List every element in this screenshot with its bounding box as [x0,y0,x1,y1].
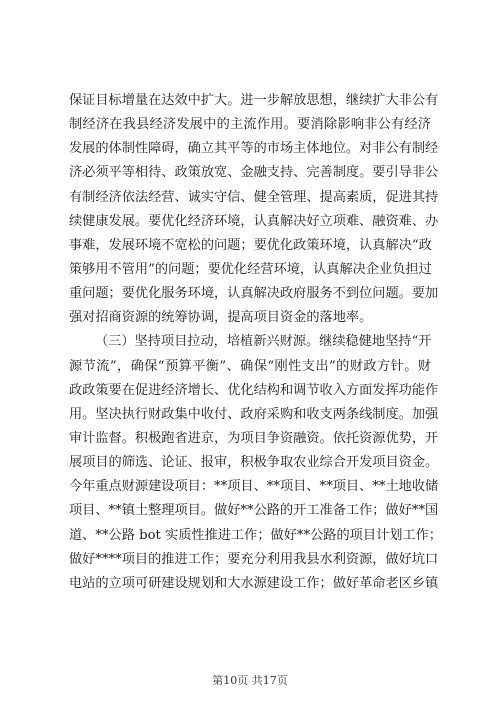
text-line: 源节流”，确保“预算平衡”、确保“刚性支出”的财政方针。财 [69,358,431,374]
text-line: 制经济在我县经济发展中的主流作用。要消除影响非公有经济 [69,117,431,133]
text-line: 济必须平等相待、政策放宽、金融支持、完善制度。要引导非公 [69,165,439,181]
text-line: 政政策要在促进经济增长、优化结构和调节收入方面发挥功能作 [69,382,439,398]
text-line: 事难，发展环境不宽松的问题；要优化政策环境，认真解决“政 [69,237,432,253]
document-body [69,89,442,596]
text-line: 重问题；要优化服务环境，认真解决政府服务不到位问题。要加 [69,286,439,302]
text-line: 有制经济依法经营、诚实守信、健全管理、提高素质，促进其持 [69,189,439,205]
text-line: 电站的立项可研建设规划和大水源建设工作；做好革命老区乡镇 [69,575,439,591]
paragraph-1 [69,89,439,330]
text-line: 今年重点财源建设项目：**项目、**项目、**项目、**土地收储 [69,479,439,495]
text-line: 保证目标增量在达效中扩大。进一步解放思想，继续扩大非公有 [69,93,439,108]
text-line: 续健康发展。要优化经济环境，认真解决好立项难、融资难、办 [69,213,439,229]
text-line: （三）坚持项目拉动，培植新兴财源。继续稳健地坚持“开 [95,334,432,350]
text-line: 审计监督。积极跑省进京，为项目争资融资。依托资源优势，开 [69,430,439,446]
text-line: 项目、**镇土整理项目。做好**公路的开工准备工作；做好**国 [69,503,439,519]
text-line: 强对招商资源的统筹协调，提高项目资金的落地率。 [69,310,373,326]
text-line: 做好****项目的推进工作；要充分利用我县水利资源，做好坑口 [69,551,439,567]
page-number-footer: 第10页 共17页 [212,674,288,687]
paragraph-2 [69,330,442,596]
text-line: 策够用不管用”的问题；要优化经营环境，认真解决企业负担过 [69,261,432,277]
text-line: 用。坚决执行财政集中收付、政府采购和收支两条线制度。加强 [69,406,439,422]
text-line: 道、**公路 bot 实质性推进工作；做好**公路的项目计划工作； [69,527,442,543]
text-line: 发展的体制性障碍，确立其平等的市场主体地位。对非公有制经 [69,141,439,157]
text-line: 展项目的筛选、论证、报审，积极争取农业综合开发项目资金。 [69,455,439,471]
